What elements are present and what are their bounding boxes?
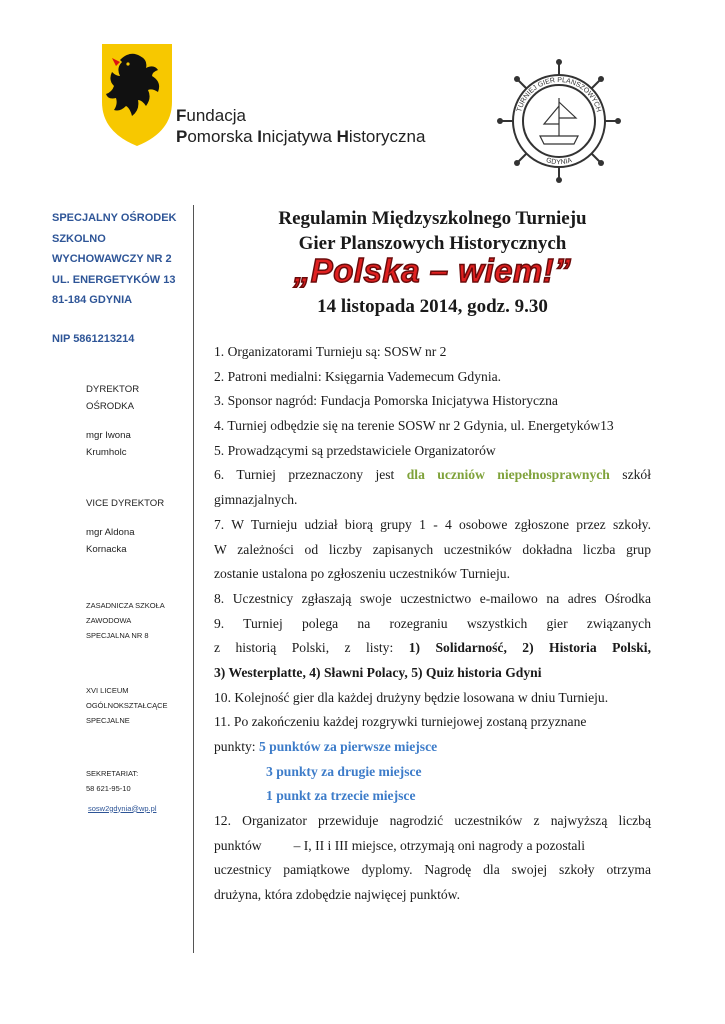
vice-director-block: VICE DYREKTOR mgr Aldona Kornacka [86, 497, 165, 555]
rule-line: 10. Kolejność gier dla każdej drużyny będzie losowana w dniu Turnieju. [214, 689, 609, 705]
rule-line: W zależności od liczby zapisanych uczestników dokładna liczba grup [214, 541, 651, 557]
school-address: SPECJALNY OŚRODEK SZKOLNO WYCHOWAWCZY NR 2 UL. ENERGETYKÓW 13 81-184 GDYNIA [52, 212, 177, 306]
svg-text:GDYNIA: GDYNIA [545, 157, 573, 167]
rule-line: punktów – I, II i III miejsce, otrzymają oni nagrody a pozostali [214, 837, 585, 853]
rule-line: zostanie ustalona po zgłoszeniu uczestników Turnieju. [214, 566, 510, 582]
event-date: 14 listopada 2014, godz. 9.30 [317, 296, 548, 317]
secretariat-block: SEKRETARIAT: 58 621-95-10 [86, 768, 139, 793]
rule-line: punkty: 5 punktów za pierwsze miejsce [214, 739, 438, 754]
rule-line: 3 punkty za drugie miejsce [266, 763, 422, 779]
rule-line: 2. Patroni medialni: Księgarnia Vademecum Gdynia. [214, 368, 502, 384]
rule-line: 8. Uczestnicy zgłaszają swoje uczestnictwo e-mailowo na adres Ośrodka [214, 590, 651, 606]
title-slogan: „Polska – wiem!” [293, 252, 572, 289]
svg-text:TURNIEJ GIER PLANSZOWYCH: TURNIEJ GIER PLANSZOWYCH [516, 76, 602, 113]
rule-line: 4. Turniej odbędzie się na terenie SOSW nr 2 Gdynia, ul. Energetyków13 [214, 418, 614, 434]
rule-line: z historią Polski, z listy: 1) Solidarność, 2) Historia Polski, [214, 640, 651, 656]
rule-line: 1 punkt za trzecie miejsce [266, 788, 416, 804]
rule-line: 9. Turniej polega na rozegraniu wszystkich gier związanych [214, 615, 651, 631]
title-line-2: Gier Planszowych Historycznych [298, 233, 567, 254]
director-block: DYREKTOR OŚRODKA mgr Iwona Krumholc [86, 383, 140, 458]
rule-line: 11. Po zakończeniu każdej rozgrywki turniejowej zostaną przyznane [214, 714, 587, 730]
rule-line: 1. Organizatorami Turnieju są: SOSW nr 2 [214, 344, 447, 359]
rule-line: 12. Organizator przewiduje nagrodzić uczestników z najwyższą liczbą [214, 813, 651, 829]
rule-line: 6. Turniej przeznaczony jest dla uczniów niepełnosprawnych szkół [214, 467, 651, 483]
email-link[interactable]: sosw2gdynia@wp.pl [88, 803, 157, 813]
sidebar [52, 208, 192, 813]
vocational-school-block: ZASADNICZA SZKOŁA ZAWODOWA SPECJALNA NR 8 [86, 600, 165, 640]
lyceum-block: XVI LICEUM OGÓLNOKSZTAŁCĄCE SPECJALNE [86, 685, 168, 725]
rule-line: gimnazjalnych. [214, 492, 298, 508]
rule-line: 5. Prowadzącymi są przedstawiciele Organizatorów [214, 442, 496, 458]
rule-line: uczestnicy pamiątkowe dyplomy. Nagrodę dla swojej szkoły otrzyma [214, 862, 651, 878]
rule-line: 7. W Turnieju udział biorą grupy 1 - 4 osobowe zgłoszone przez szkoły. [214, 516, 651, 532]
ship-wheel-logo [496, 58, 622, 184]
rule-line: drużyna, która zdobędzie najwięcej punktów. [214, 887, 460, 903]
sidebar-divider [193, 205, 194, 953]
title-line-1: Regulamin Międzyszkolnego Turnieju [278, 208, 587, 229]
griffin-logo [98, 40, 176, 150]
rule-line: 3. Sponsor nagród: Fundacja Pomorska Inicjatywa Historyczna [214, 393, 558, 409]
nip-number: NIP 5861213214 [52, 332, 135, 345]
foundation-name: Fundacja Pomorska Inicjatywa Historyczna [176, 106, 426, 146]
rule-line: 3) Westerplatte, 4) Sławni Polacy, 5) Quiz historia Gdyni [214, 664, 542, 680]
rules-body [214, 340, 651, 908]
